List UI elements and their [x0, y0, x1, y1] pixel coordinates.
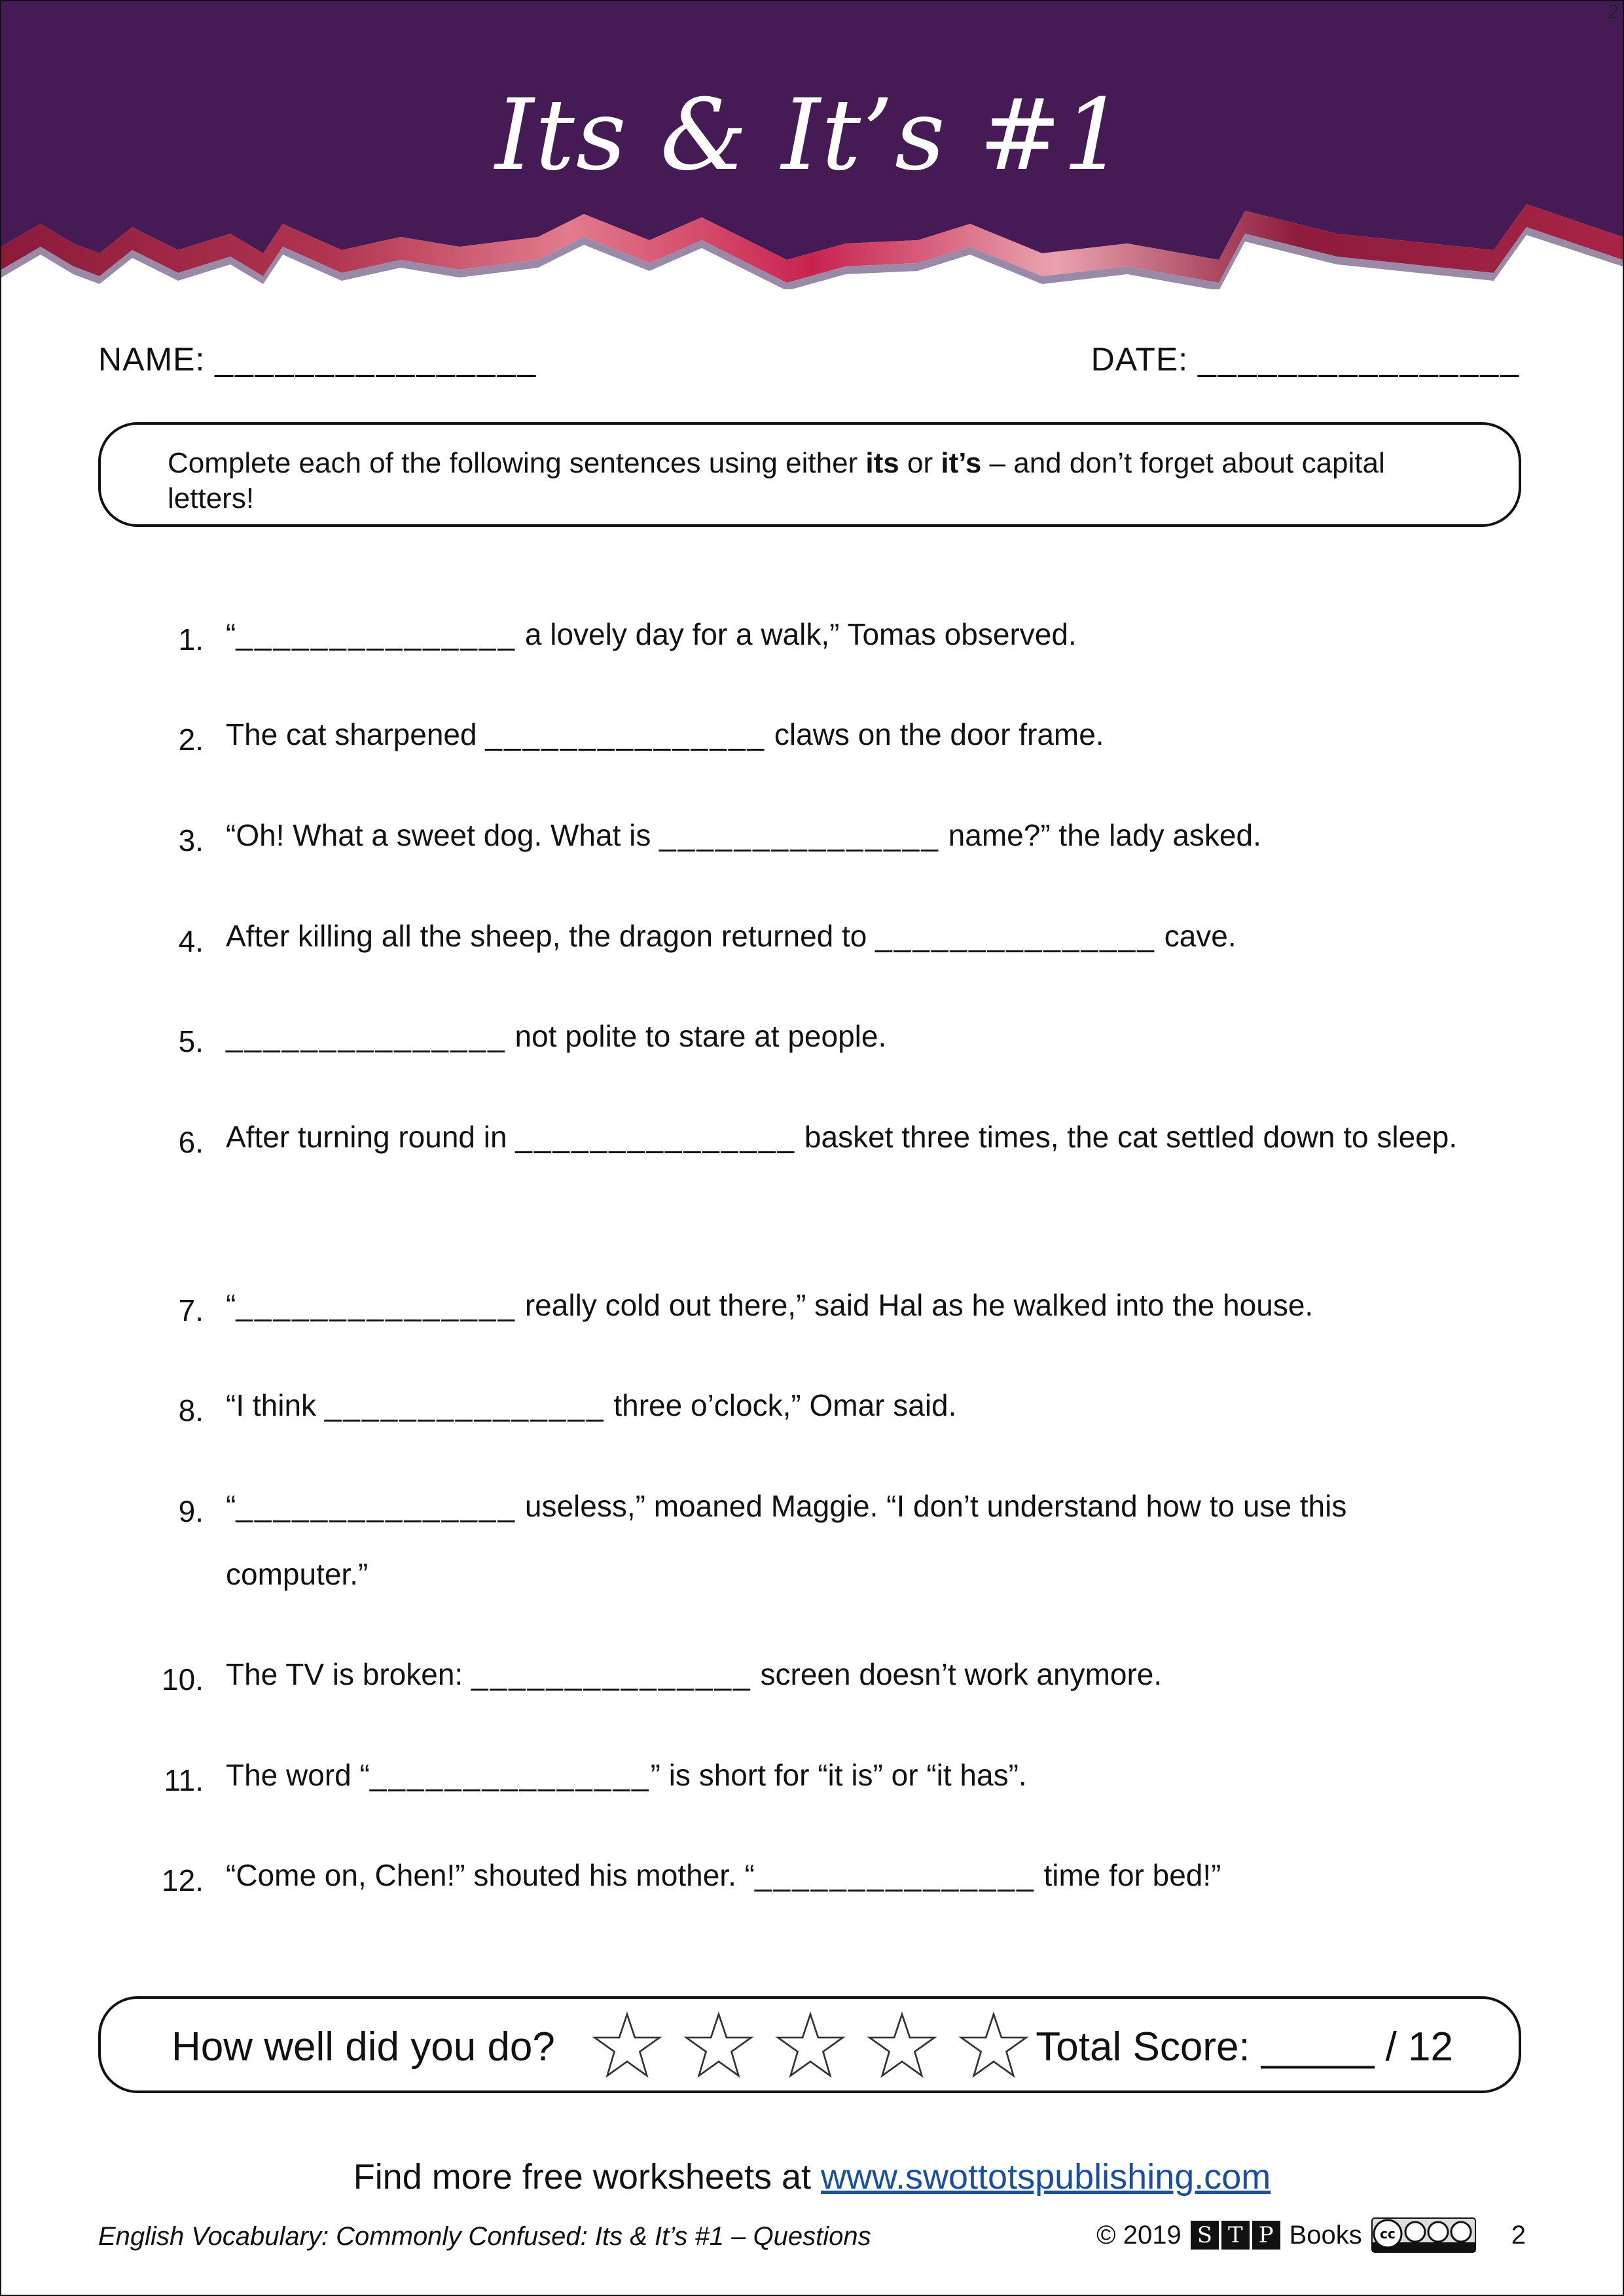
question-number: 8. — [178, 1393, 204, 1427]
question-number: 3. — [178, 823, 204, 857]
total-score-max: / 12 — [1385, 2024, 1453, 2070]
answer-blank[interactable]: _______________ — [236, 1288, 517, 1322]
question-text-before: “Oh! What a sweet dog. What is — [226, 818, 660, 852]
question-text-after: a lovely day for a walk,” Tomas observed. — [516, 617, 1077, 651]
question-number: 2. — [178, 723, 204, 757]
stp-logo-p: P — [1252, 2221, 1280, 2250]
instructions-text-end: – and don’t forget about capital letters! — [168, 447, 1385, 514]
question-text-before: After killing all the sheep, the dragon returned to — [226, 919, 876, 953]
question-text-before: The cat sharpened — [226, 717, 486, 751]
answer-blank[interactable]: _______________ — [226, 1019, 507, 1053]
question-text — [226, 1103, 1470, 1171]
answer-blank[interactable]: _______________ — [485, 717, 767, 751]
total-score-line[interactable]: _____ — [1261, 2024, 1375, 2070]
question-text — [226, 1472, 1470, 1608]
question-text — [226, 1371, 1470, 1439]
question-text-after: useless,” moaned Maggie. “I don’t understand how to use this computer.” — [226, 1489, 1347, 1591]
question-text-after: ” is short for “it is” or “it has”. — [650, 1758, 1027, 1792]
question-text-after: really cold out there,” said Hal as he walked into the house. — [516, 1288, 1314, 1322]
question-text-before: After turning round in — [226, 1120, 516, 1154]
answer-blank[interactable]: _______________ — [324, 1388, 605, 1422]
question-text — [226, 1271, 1470, 1339]
books-label: Books — [1289, 2220, 1362, 2250]
question-number: 9. — [178, 1494, 204, 1528]
instructions-box — [98, 422, 1521, 527]
question-text-after: cave. — [1155, 919, 1236, 953]
instructions-word-its: its — [865, 447, 899, 479]
question-number: 6. — [178, 1125, 204, 1159]
question-text-after: claws on the door frame. — [766, 717, 1104, 751]
name-field[interactable] — [98, 340, 537, 378]
date-line[interactable]: ________________ — [1198, 341, 1521, 378]
question-text — [226, 700, 1470, 768]
date-field[interactable] — [1091, 340, 1521, 378]
more-worksheets — [0, 2157, 1624, 2197]
question-text-before: The word “ — [226, 1758, 370, 1792]
question-number: 10. — [162, 1662, 204, 1696]
question-text — [226, 1741, 1470, 1809]
total-score-label: Total Score: — [1036, 2024, 1250, 2070]
score-box — [98, 1996, 1521, 2093]
question-text-before: “Come on, Chen!” shouted his mother. “ — [226, 1858, 755, 1892]
answer-blank[interactable]: _______________ — [515, 1120, 797, 1154]
question-text — [226, 902, 1470, 970]
question-number: 7. — [178, 1293, 204, 1327]
star-icon[interactable] — [775, 2011, 846, 2081]
star-icon[interactable] — [958, 2011, 1029, 2081]
name-label: NAME: — [98, 341, 206, 378]
question-text — [226, 600, 1470, 668]
score-label: How well did you do? — [171, 2024, 555, 2070]
star-icon[interactable] — [683, 2011, 754, 2081]
instructions-text-or: or — [899, 447, 941, 479]
answer-blank[interactable]: _______________ — [471, 1657, 752, 1691]
question-text-before: “ — [226, 617, 236, 651]
rating-stars[interactable] — [592, 2011, 1050, 2085]
answer-blank[interactable]: _______________ — [369, 1758, 651, 1792]
date-label: DATE: — [1091, 341, 1189, 378]
question-number: 5. — [178, 1024, 204, 1058]
question-text — [226, 801, 1470, 869]
more-text: Find more free worksheets at — [353, 2157, 821, 2197]
question-text-after: screen doesn’t work anymore. — [751, 1657, 1163, 1691]
footer-title: English Vocabulary: Commonly Confused: Its & It’s #1 – Questions — [98, 2222, 871, 2251]
question-text-after: name?” the lady asked. — [939, 818, 1261, 852]
question-number: 1. — [178, 622, 204, 656]
question-text-before: “ — [226, 1489, 236, 1523]
question-number: 4. — [178, 924, 204, 958]
name-line[interactable]: ________________ — [215, 341, 538, 378]
question-text-after: time for bed!” — [1035, 1858, 1221, 1892]
answer-blank[interactable]: _______________ — [236, 1489, 517, 1523]
question-text-after: not polite to stare at people. — [506, 1019, 887, 1053]
question-text-before: The TV is broken: — [226, 1657, 471, 1691]
instructions-word-its-apostrophe: it’s — [941, 447, 982, 479]
answer-blank[interactable]: _______________ — [659, 818, 940, 852]
question-number: 11. — [164, 1763, 204, 1797]
creative-commons-icon — [1371, 2217, 1476, 2253]
question-text — [226, 1640, 1470, 1708]
stp-logo-s: S — [1191, 2221, 1219, 2250]
question-text-before: “I think — [226, 1388, 325, 1422]
star-icon[interactable] — [867, 2011, 937, 2081]
website-link[interactable]: www.swottotspublishing.com — [821, 2157, 1271, 2197]
question-text — [226, 1002, 1470, 1070]
question-text-before: “ — [226, 1288, 236, 1322]
total-score — [1036, 2024, 1453, 2070]
footer-page-number: 2 — [1511, 2220, 1526, 2250]
answer-blank[interactable]: _______________ — [875, 919, 1156, 953]
question-text-after: basket three times, the cat settled down to sleep. — [796, 1120, 1458, 1154]
copyright: © 2019 — [1096, 2220, 1182, 2250]
answer-blank[interactable]: _______________ — [236, 617, 517, 651]
question-text-after: three o’clock,” Omar said. — [605, 1388, 957, 1422]
answer-blank[interactable]: _______________ — [754, 1858, 1036, 1892]
footer-credits — [1096, 2217, 1526, 2253]
page-title: Its & It’s #1 — [495, 79, 1127, 192]
stp-logo-t: T — [1221, 2221, 1250, 2250]
instructions-text: Complete each of the following sentences using either — [168, 447, 866, 479]
question-text — [226, 1841, 1470, 1909]
svg-text:cc: cc — [1379, 2226, 1396, 2242]
question-number: 12. — [162, 1863, 204, 1897]
star-icon[interactable] — [592, 2011, 662, 2081]
corner-page-number: 2 — [1608, 1, 1619, 23]
stp-logo — [1191, 2221, 1280, 2250]
